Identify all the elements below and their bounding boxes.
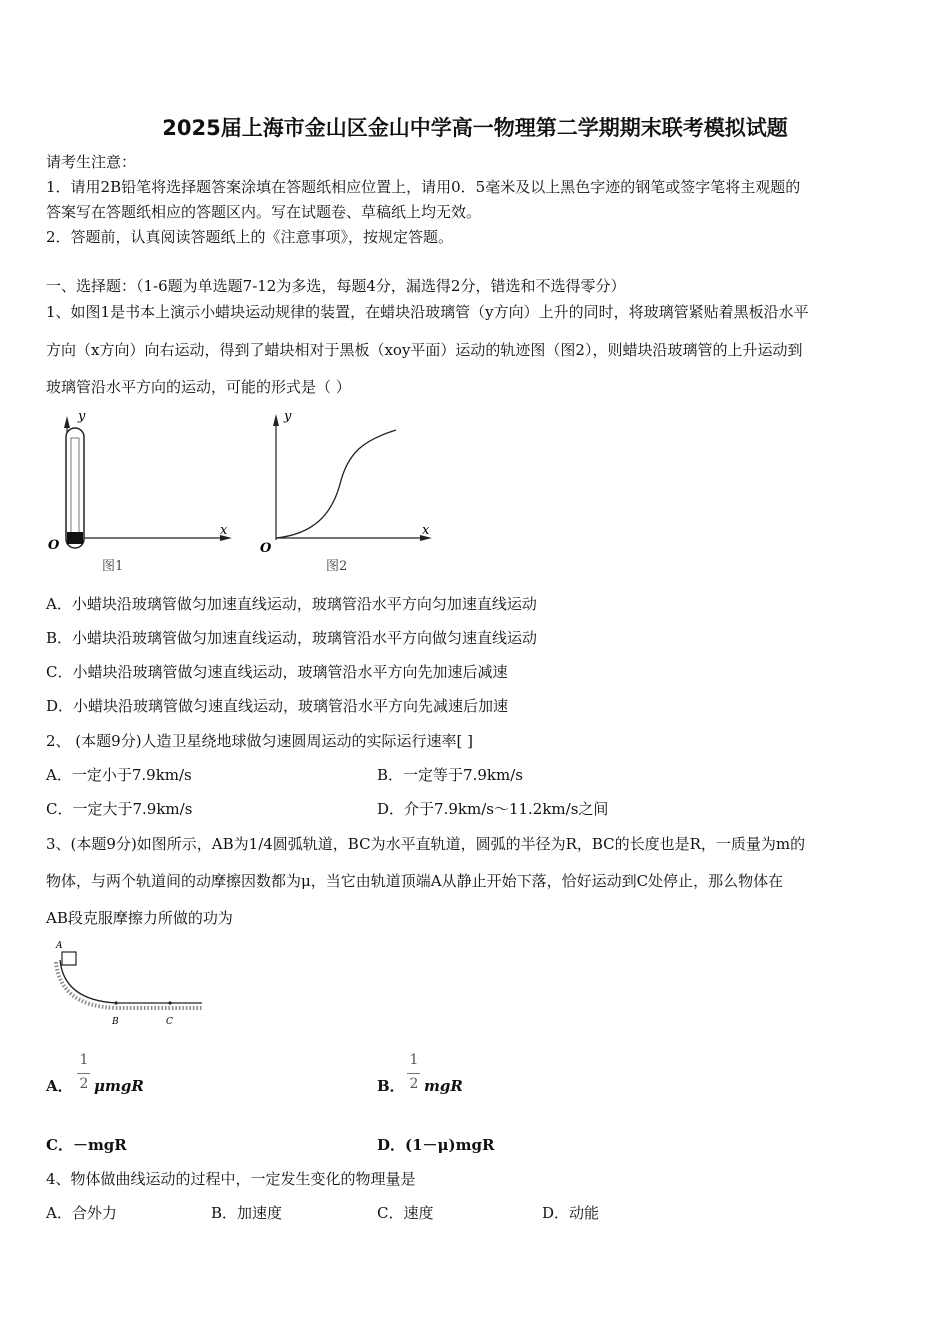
q1-option-a: A．小蜡块沿玻璃管做匀加速直线运动，玻璃管沿水平方向匀加速直线运动 [46,595,537,613]
q3-stem-line-2: 物体，与两个轨道间的动摩擦因数都为μ，当它由轨道顶端A从静止开始下落，恰好运动到C处停止，那么物体在 [46,872,784,890]
fig1-caption: 图1 [102,559,124,574]
q2-option-b: B．一定等于7.9km/s [377,766,523,784]
q3-option-b-frac-num: 1 [409,1052,419,1068]
fig1-y-label: y [78,409,86,424]
block [62,952,76,965]
fig1-y-arrow-icon [64,416,70,428]
q3-option-a-label: A． [46,1077,73,1095]
q4-option-a: A．合外力 [46,1204,117,1222]
glass-tube [66,428,84,548]
figure-2 [260,409,432,574]
q4-option-d: D．动能 [542,1204,600,1222]
q3-option-a-frac-bar [77,1073,90,1074]
trajectory-curve [276,430,396,538]
track-surface [60,960,202,1003]
point-c-label: C [166,1017,173,1027]
q3-stem-line-1: 3、(本题9分)如图所示，AB为1/4圆弧轨道，BC为水平直轨道，圆弧的半径为R，BC的长度也是R，一质量为m的 [46,835,806,853]
q2-option-a: A．一定小于7.9km/s [46,766,192,784]
point-b-marker [114,1001,117,1004]
q3-option-a-frac-num: 1 [79,1052,89,1068]
q3-track-figure [46,938,216,1030]
q3-option-b-expr: mgR [424,1077,463,1095]
q3-option-a-expr: μmgR [94,1077,144,1095]
point-a-label: A [56,941,63,951]
q3-option-c: C．－mgR [46,1136,127,1154]
track-hatching [56,962,202,1008]
wax-block [67,532,83,544]
figure-1 [48,409,232,574]
q1-option-d: D．小蜡块沿玻璃管做匀速直线运动，玻璃管沿水平方向先减速后加速 [46,697,509,715]
point-b-label: B [112,1017,119,1027]
q3-option-a-frac-den: 2 [79,1076,89,1092]
q1-option-b: B．小蜡块沿玻璃管做匀加速直线运动，玻璃管沿水平方向做匀速直线运动 [46,629,538,647]
fig2-caption: 图2 [326,559,348,574]
q1-stem-line-1: 1、如图1是书本上演示小蜡块运动规律的装置，在蜡块沿玻璃管（y方向）上升的同时，将玻璃管紧贴着黑板沿水平 [46,303,809,321]
q1-option-c: C．小蜡块沿玻璃管做匀速直线运动，玻璃管沿水平方向先加速后减速 [46,663,508,681]
q2-stem: 2、 (本题9分)人造卫星绕地球做匀速圆周运动的实际运行速率[ ] [46,732,474,750]
fig2-x-label: x [422,523,430,538]
q1-figures [44,404,444,580]
notice-line-2: 2．答题前，认真阅读答题纸上的《注意事项》，按规定答题。 [46,228,454,246]
fig1-x-label: x [220,523,228,538]
notice-heading: 请考生注意： [46,153,137,171]
fig1-origin-label: O [48,538,60,553]
q1-stem-line-3: 玻璃管沿水平方向的运动，可能的形式是（ ） [46,378,351,396]
q3-option-d: D．(1－μ)mgR [377,1136,495,1154]
q3-stem-line-3: AB段克服摩擦力所做的功为 [46,909,233,927]
q3-option-b-frac-den: 2 [409,1076,419,1092]
q3-option-b-frac-bar [407,1073,420,1074]
q4-stem: 4、物体做曲线运动的过程中，一定发生变化的物理量是 [46,1170,416,1188]
fig2-origin-label: O [260,541,272,556]
q3-option-b-label: B． [377,1077,405,1095]
q4-option-b: B．加速度 [211,1204,283,1222]
q4-option-c: C．速度 [377,1204,434,1222]
q2-option-c: C．一定大于7.9km/s [46,800,193,818]
page-title: 2025届上海市金山区金山中学高一物理第二学期期末联考模拟试题 [162,116,788,140]
section-heading: 一、选择题：（1-6题为单选题7-12为多选，每题4分，漏选得2分，错选和不选得零分） [46,277,626,295]
fig2-y-arrow-icon [273,414,279,426]
point-c-marker [168,1001,171,1004]
fig2-y-label: y [284,409,292,424]
notice-line-1b: 答案写在答题纸相应的答题区内。写在试题卷、草稿纸上均无效。 [46,203,482,221]
notice-line-1a: 1．请用2B铅笔将选择题答案涂填在答题纸相应位置上，请用0．5毫米及以上黑色字迹的钢笔或签字笔将主观题的 [46,178,801,196]
q2-option-d: D．介于7.9km/s～11.2km/s之间 [377,800,609,818]
q1-stem-line-2: 方向（x方向）向右运动，得到了蜡块相对于黑板（xoy平面）运动的轨迹图（图2），则蜡块沿玻璃管的上升运动到 [46,341,803,359]
